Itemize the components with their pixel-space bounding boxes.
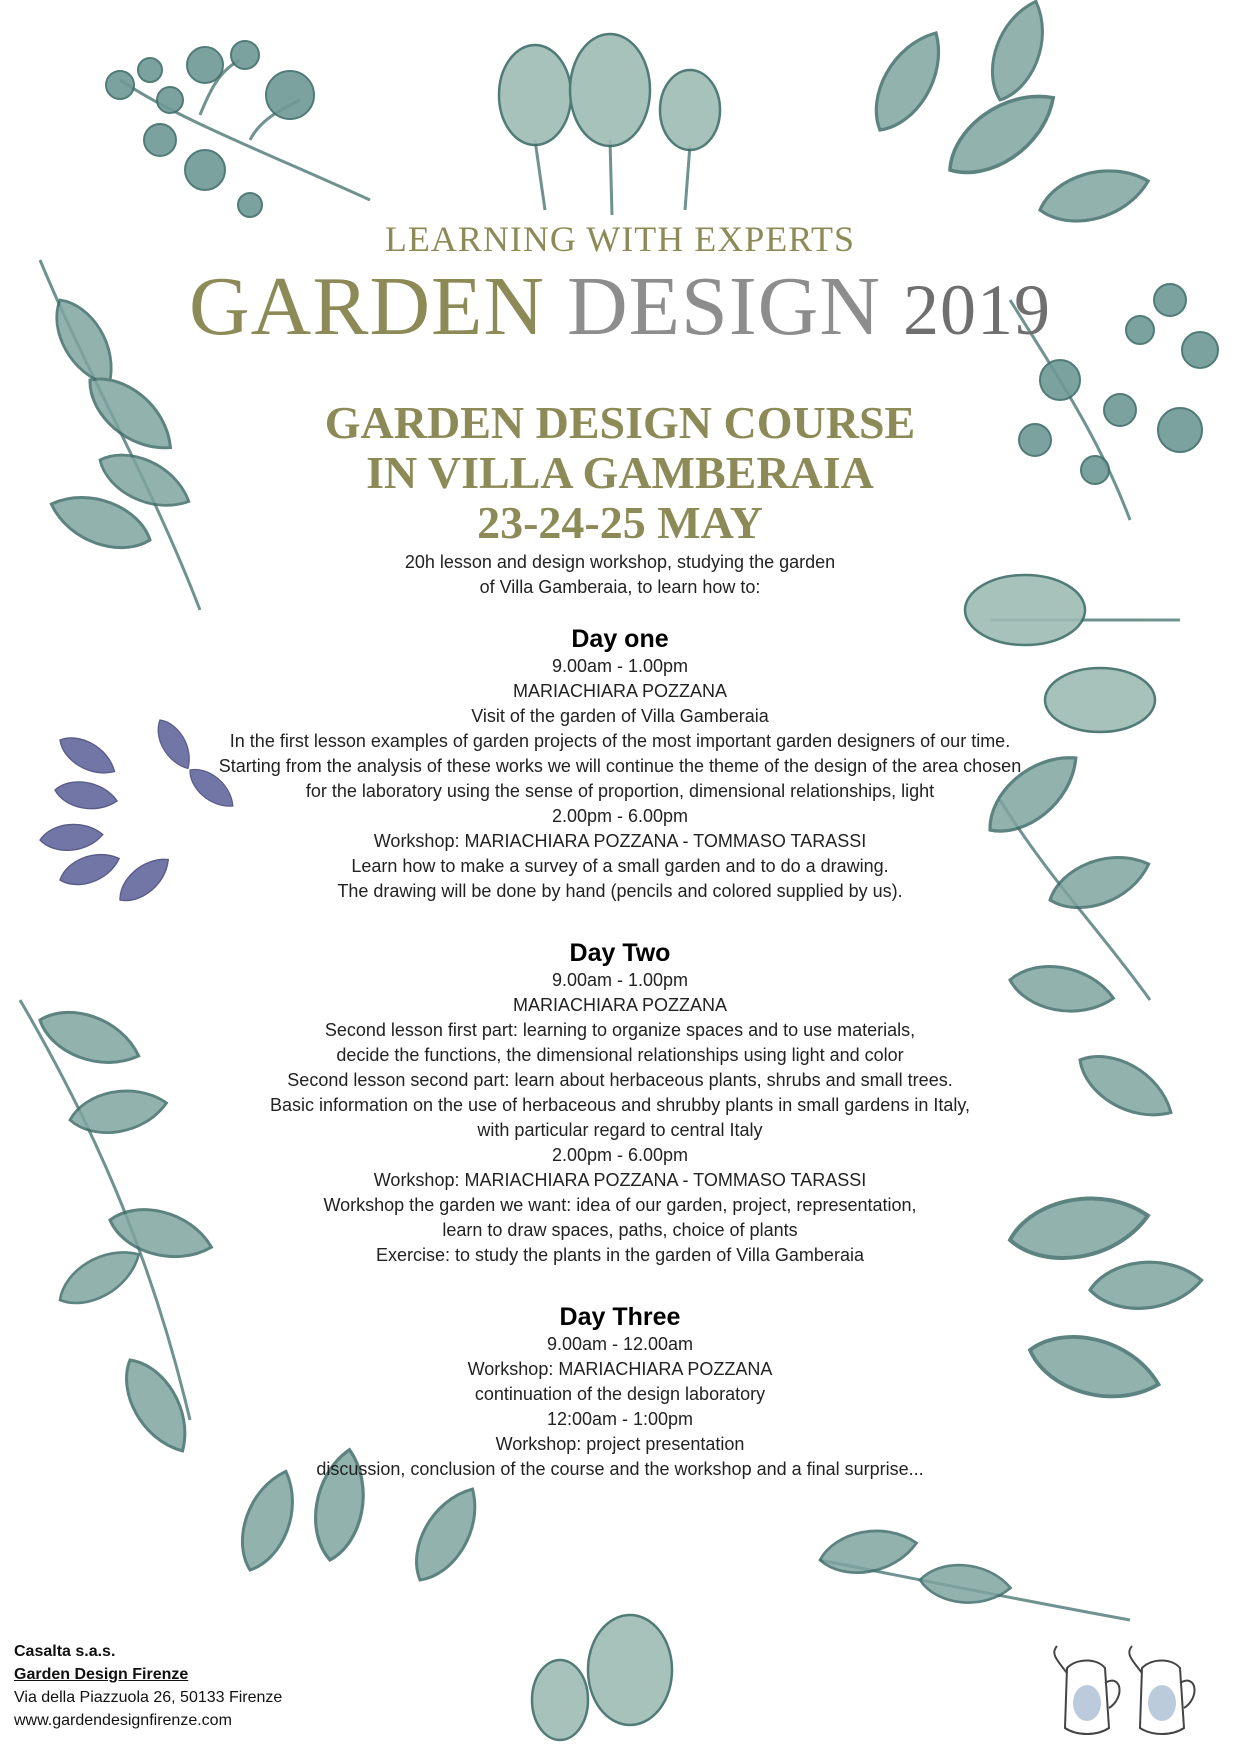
day-two-line: 2.00pm - 6.00pm: [551, 1145, 689, 1165]
watering-cans-logo: [1047, 1628, 1217, 1744]
day-two-line: learn to draw spaces, paths, choice of plants: [442, 1220, 798, 1240]
intro-line-2: of Villa Gamberaia, to learn how to:: [479, 577, 761, 597]
day-three-line: 9.00am - 12.00am: [546, 1334, 694, 1354]
title-design: DESIGN: [567, 260, 881, 353]
day-one-line: 9.00am - 1.00pm: [551, 656, 689, 676]
day-three-line: Workshop: MARIACHIARA POZZANA: [467, 1359, 773, 1379]
day-two-line: Second lesson second part: learn about herbaceous plants, shrubs and small trees.: [287, 1070, 953, 1090]
course-line-2: IN VILLA GAMBERAIA: [366, 447, 874, 498]
day-two-line: Basic information on the use of herbaceous and shrubby plants in small gardens in Italy,: [269, 1095, 971, 1115]
day-one-title: Day one: [571, 625, 669, 653]
day-three-line: 12:00am - 1:00pm: [546, 1409, 694, 1429]
day-three-section: [0, 1302, 1240, 1482]
day-one-line: In the first lesson examples of garden projects of the most important garden designers of our time.: [229, 731, 1011, 751]
day-one-section: [0, 624, 1240, 904]
day-one-line: MARIACHIARA POZZANA: [512, 681, 728, 701]
day-two-line: Workshop the garden we want: idea of our garden, project, representation,: [323, 1195, 917, 1215]
course-line-1: GARDEN DESIGN COURSE: [324, 397, 916, 448]
title-garden: GARDEN: [189, 260, 545, 353]
intro-line-1: 20h lesson and design workshop, studying the garden: [404, 552, 836, 572]
day-two-line: Workshop: MARIACHIARA POZZANA - TOMMASO TARASSI: [373, 1170, 867, 1190]
day-two-line: decide the functions, the dimensional relationships using light and color: [336, 1045, 904, 1065]
day-two-line: 9.00am - 1.00pm: [551, 970, 689, 990]
day-three-title: Day Three: [559, 1303, 681, 1331]
eyebrow-heading: LEARNING WITH EXPERTS: [384, 219, 856, 259]
brand-name: Garden Design Firenze: [14, 1666, 189, 1683]
address: Via della Piazzuola 26, 50133 Firenze: [14, 1689, 283, 1706]
course-heading: [0, 398, 1240, 548]
day-one-line: Learn how to make a survey of a small garden and to do a drawing.: [351, 856, 889, 876]
title-year: 2019: [903, 270, 1051, 350]
day-one-line: Workshop: MARIACHIARA POZZANA - TOMMASO TARASSI: [373, 831, 867, 851]
day-two-line: Exercise: to study the plants in the garden of Villa Gamberaia: [376, 1245, 864, 1265]
day-three-line: discussion, conclusion of the course and the workshop and a final surprise...: [316, 1459, 924, 1479]
course-dates: 23-24-25 MAY: [477, 497, 763, 548]
day-one-line: Visit of the garden of Villa Gamberaia: [471, 706, 769, 726]
day-one-line: The drawing will be done by hand (pencils and colored supplied by us).: [337, 881, 903, 901]
day-two-title: Day Two: [569, 939, 671, 967]
course-program: [0, 550, 1240, 1482]
day-three-line: continuation of the design laboratory: [474, 1384, 766, 1404]
day-one-line: Starting from the analysis of these works we will continue the theme of the design of the area chosen: [218, 756, 1022, 776]
day-three-line: Workshop: project presentation: [495, 1434, 745, 1454]
day-two-line: Second lesson first part: learning to organize spaces and to use materials,: [324, 1020, 916, 1040]
page-title: [0, 262, 1240, 355]
day-two-section: [0, 938, 1240, 1268]
day-two-line: MARIACHIARA POZZANA: [512, 995, 728, 1015]
day-two-line: with particular regard to central Italy: [477, 1120, 763, 1140]
website-link[interactable]: www.gardendesignfirenze.com: [14, 1712, 232, 1729]
company-name: Casalta s.a.s.: [14, 1643, 116, 1660]
day-one-line: for the laboratory using the sense of proportion, dimensional relationships, light: [305, 781, 935, 801]
day-one-line: 2.00pm - 6.00pm: [551, 806, 689, 826]
footer-contact: [14, 1640, 282, 1732]
